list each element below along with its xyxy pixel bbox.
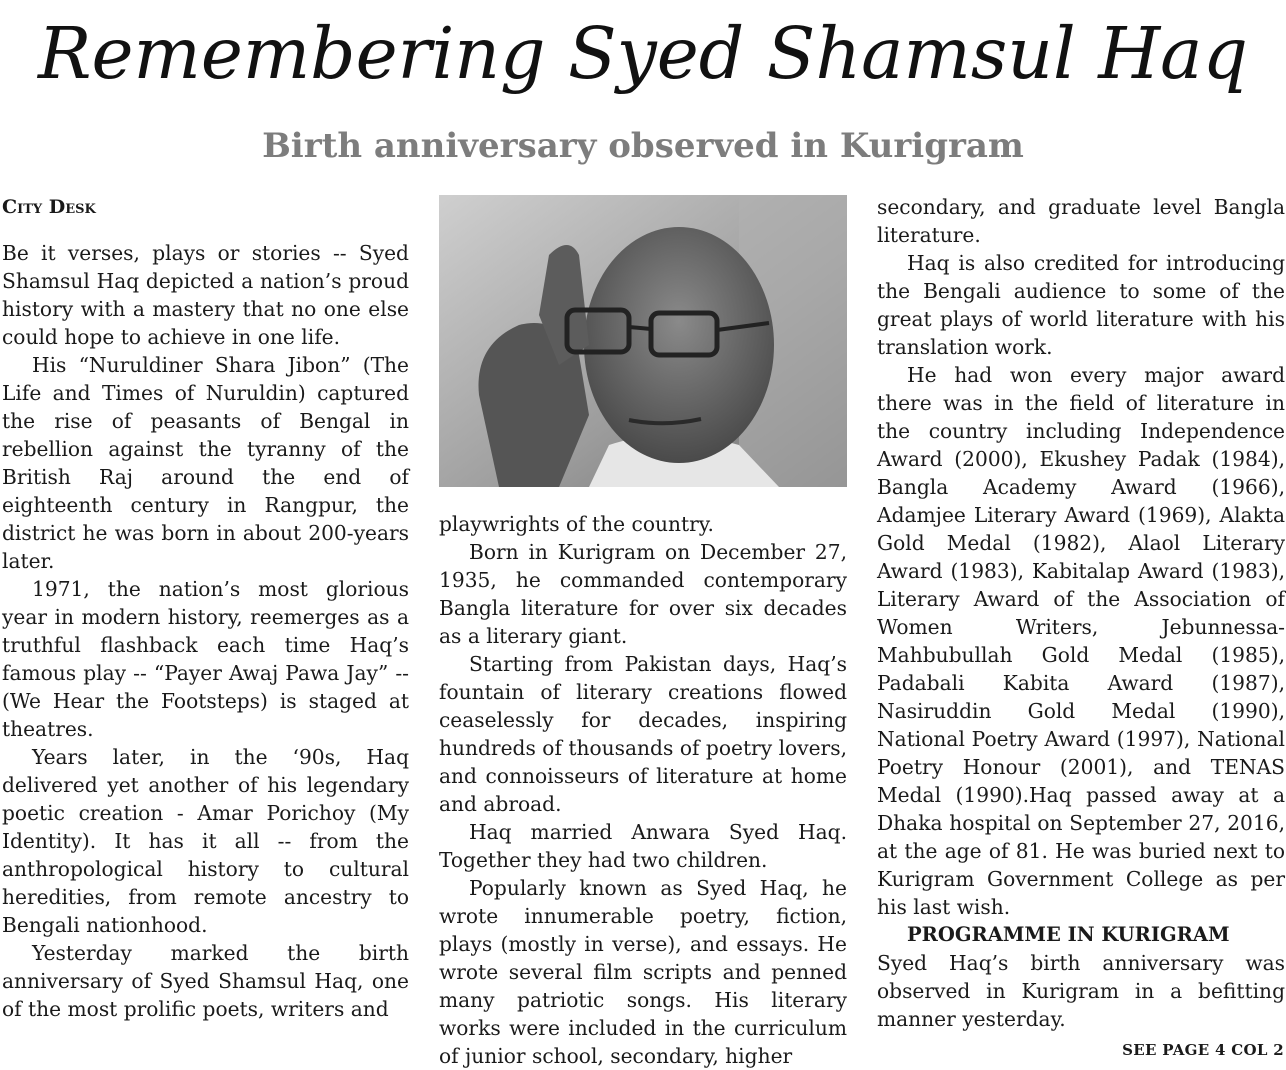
byline: City Desk [2,196,96,218]
paragraph: Born in Kurigram on December 27, 1935, he commanded contemporary Bangla literature for over six decades as a literary giant. [439,540,847,648]
paragraph: Syed Haq’s birth anniversary was observed in Kurigram in a befitting manner yesterday. [877,951,1285,1031]
paragraph: 1971, the nation’s most glorious year in modern history, reemerges as a truthful flashback each time Haq’s famous play -- “Payer Awaj Pawa Jay” -- (We Hear the Footsteps) is staged at theatres. [2,577,409,741]
article-column-1 [2,193,409,1023]
paragraph: Be it verses, plays or stories -- Syed Shamsul Haq depicted a nation’s proud history with a mastery that no one else could hope to achieve in one life. [2,241,409,349]
subheadline: Birth anniversary observed in Kurigram [262,126,1024,166]
headline: Remembering Syed Shamsul Haq [38,12,1248,95]
paragraph: His “Nuruldiner Shara Jibon” (The Life and Times of Nuruldin) captured the rise of peasants of Bengal in rebellion against the tyranny of the British Raj around the end of eighteenth century in Rangpur, the district he was born in about 200-years later. [2,353,409,573]
paragraph: Starting from Pakistan days, Haq’s fountain of literary creations flowed ceaselessly for decades, inspiring hundreds of thousands of poetry lovers, and connoisseurs of literature at home and abroad. [439,652,847,816]
section-heading: PROGRAMME IN KURIGRAM [907,923,1230,946]
paragraph: He had won every major award there was in the field of literature in the country including Independence Award (2000), Ekushey Padak (1984), Bangla Academy Award (1966), Adamjee Literary Award (1969), Alakta Gold Medal (1982), Alaol Literary Award (1983), Kabitalap Award (1983), Literary Award of the Association of Women Writers, Jebunnessa-Mahbubullah Gold Medal (1985), Padabali Kabita Award (1987), Nasiruddin Gold Medal (1990), National Poetry Award (1997), National Poetry Honour (2001), and TENAS Medal (1990).Haq passed away at a Dhaka hospital on September 27, 2016, at the age of 81. He was buried next to Kurigram Government College as per his last wish. [877,363,1285,919]
portrait-photo [439,195,847,487]
article-column-2 [439,193,847,1070]
portrait-illustration [439,195,847,487]
jump-line: SEE PAGE 4 COL 2 [1122,1041,1284,1059]
paragraph: Years later, in the ‘90s, Haq delivered yet another of his legendary poetic creation - Amar Porichoy (My Identity). It has it all -- from the anthropological history to cultural heredities, from remote ancestry to Bengali nationhood. [2,745,409,937]
paragraph: Yesterday marked the birth anniversary of Syed Shamsul Haq, one of the most prolific poets, writers and [2,941,409,1021]
paragraph: secondary, and graduate level Bangla literature. [877,195,1285,247]
paragraph: Haq married Anwara Syed Haq. Together they had two children. [439,820,847,872]
paragraph: Popularly known as Syed Haq, he wrote innumerable poetry, fiction, plays (mostly in verse), and essays. He wrote several film scripts and penned many patriotic songs. His literary works were included in the curriculum of junior school, secondary, higher [439,876,847,1068]
paragraph: playwrights of the country. [439,512,714,536]
article-column-3 [877,193,1285,1033]
paragraph: Haq is also credited for introducing the Bengali audience to some of the great plays of world literature with his translation work. [877,251,1285,359]
